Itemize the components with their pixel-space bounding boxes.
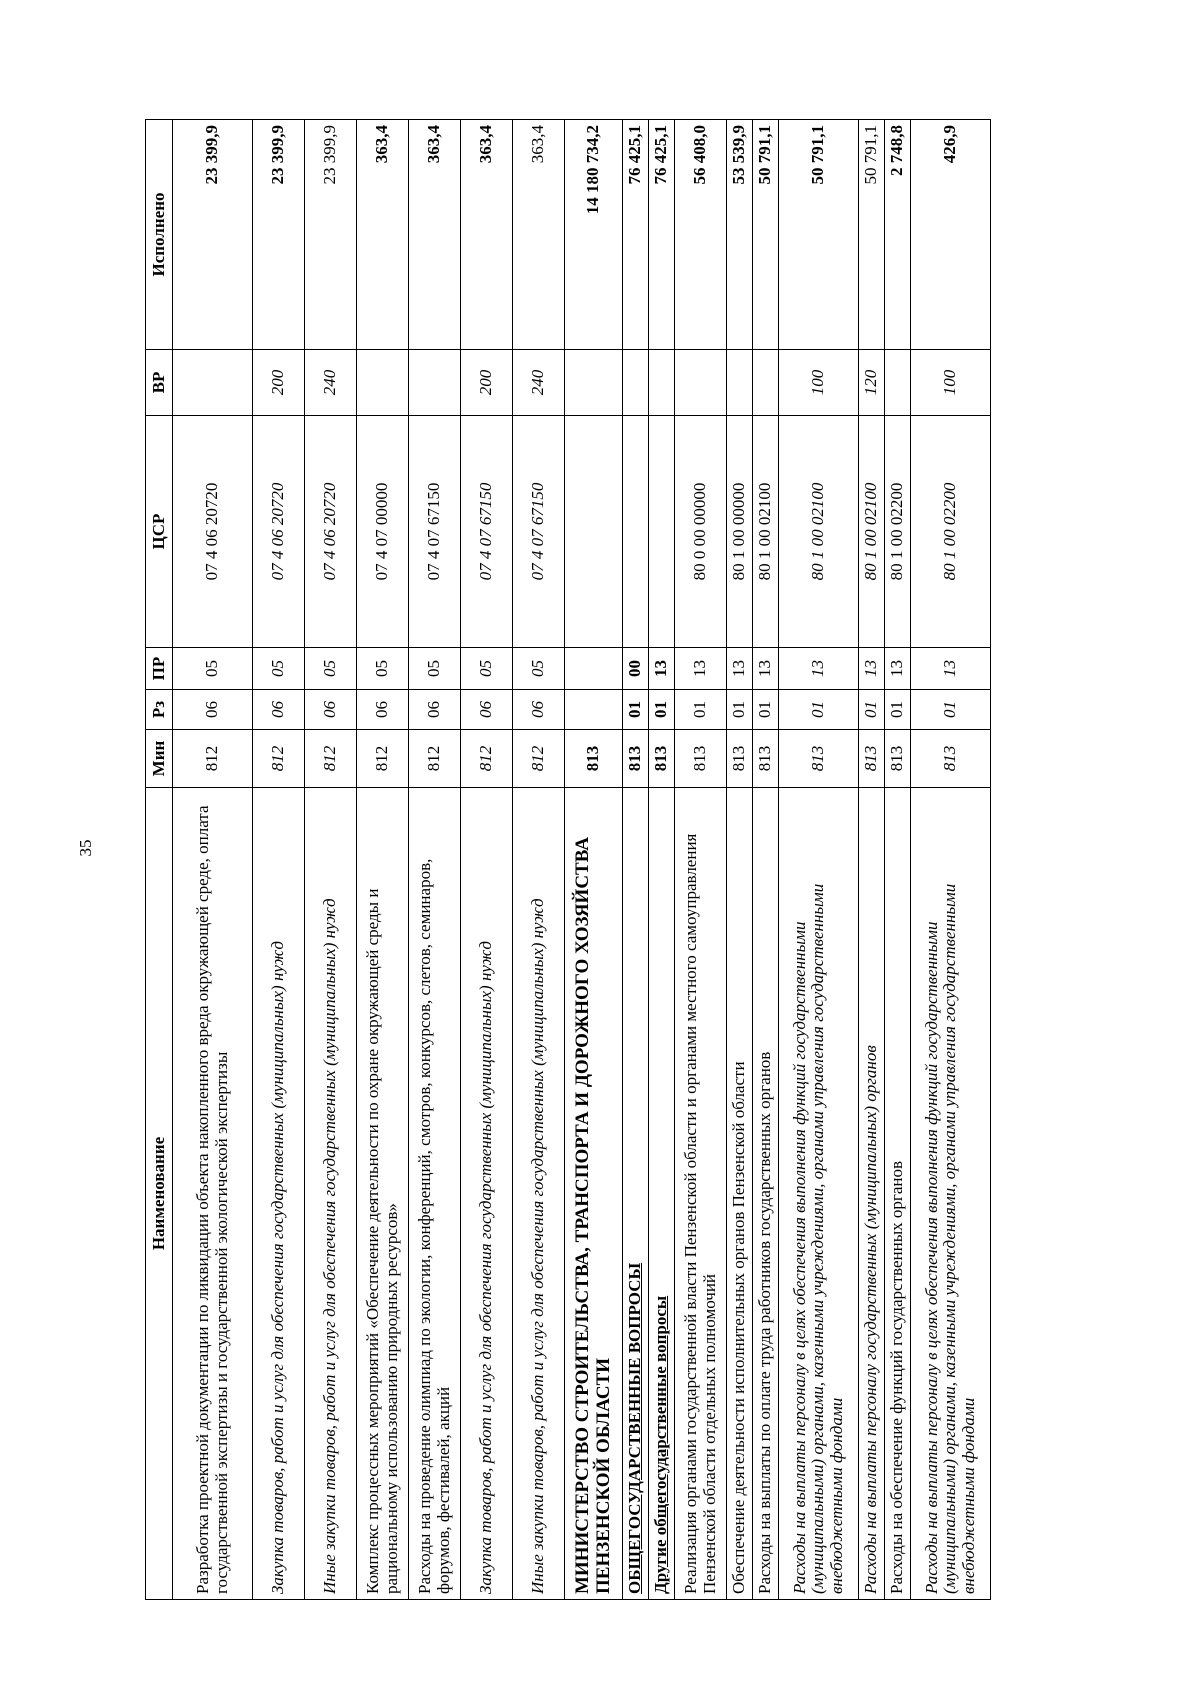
- row-pr: [565, 648, 623, 690]
- row-vr: [649, 350, 675, 416]
- row-name: Закупка товаров, работ и услуг для обеспечения государственных (муниципальных) нужд: [253, 788, 305, 1600]
- table-row: [357, 120, 409, 1600]
- row-csr: 07 4 06 20720: [305, 416, 357, 648]
- rotated-table-container: [145, 120, 1185, 1600]
- row-csr: 80 1 00 02100: [753, 416, 779, 648]
- row-min: 813: [911, 730, 991, 788]
- row-name: Обеспечение деятельности исполнительных органов Пензенской области: [727, 788, 753, 1600]
- row-pr: 13: [885, 648, 911, 690]
- row-csr: 07 4 06 20720: [253, 416, 305, 648]
- row-min: 812: [357, 730, 409, 788]
- row-done: 56 408,0: [675, 120, 727, 350]
- table-row: [253, 120, 305, 1600]
- row-pr: 13: [727, 648, 753, 690]
- row-done: 426,9: [911, 120, 991, 350]
- row-csr: [649, 416, 675, 648]
- row-pr: 05: [409, 648, 461, 690]
- row-done: 76 425,1: [649, 120, 675, 350]
- header-rz: Рз: [146, 690, 173, 730]
- row-csr: [623, 416, 649, 648]
- row-csr: 07 4 07 67150: [409, 416, 461, 648]
- row-pr: 05: [305, 648, 357, 690]
- row-name: Иные закупки товаров, работ и услуг для обеспечения государственных (муниципальных) нужд: [513, 788, 565, 1600]
- row-csr: 80 1 00 02200: [885, 416, 911, 648]
- row-done: 363,4: [513, 120, 565, 350]
- row-rz: 06: [253, 690, 305, 730]
- row-pr: 13: [649, 648, 675, 690]
- table-row: [753, 120, 779, 1600]
- row-name: Другие общегосударственные вопросы: [649, 788, 675, 1600]
- row-csr: 80 1 00 00000: [727, 416, 753, 648]
- header-csr: ЦСР: [146, 416, 173, 648]
- row-csr: 80 1 00 02100: [859, 416, 885, 648]
- row-pr: 05: [513, 648, 565, 690]
- row-name: Реализация органами государственной власти Пензенской области и органами местного самоуправления Пензенской области отдельных полномочий: [675, 788, 727, 1600]
- table-row: [649, 120, 675, 1600]
- table-row: [779, 120, 859, 1600]
- row-done: 23 399,9: [305, 120, 357, 350]
- row-csr: 07 4 07 67150: [513, 416, 565, 648]
- row-done: 50 791,1: [859, 120, 885, 350]
- table-row: [623, 120, 649, 1600]
- row-rz: 01: [885, 690, 911, 730]
- row-min: 813: [779, 730, 859, 788]
- row-rz: [565, 690, 623, 730]
- row-min: 812: [173, 730, 253, 788]
- row-done: 363,4: [357, 120, 409, 350]
- table-row: [409, 120, 461, 1600]
- header-pr: ПР: [146, 648, 173, 690]
- row-min: 812: [305, 730, 357, 788]
- row-csr: [565, 416, 623, 648]
- row-done: 50 791,1: [753, 120, 779, 350]
- row-done: 53 539,9: [727, 120, 753, 350]
- row-pr: 05: [357, 648, 409, 690]
- table-row: [305, 120, 357, 1600]
- row-min: 812: [513, 730, 565, 788]
- row-rz: 06: [357, 690, 409, 730]
- row-pr: 13: [779, 648, 859, 690]
- row-vr: 100: [911, 350, 991, 416]
- row-pr: 13: [859, 648, 885, 690]
- table-row: [727, 120, 753, 1600]
- row-vr: [357, 350, 409, 416]
- row-min: 813: [623, 730, 649, 788]
- row-name: Расходы на проведение олимпиад по экологии, конференций, смотров, конкурсов, слетов, семинаров, форумов, фестивалей, акций: [409, 788, 461, 1600]
- row-name: Разработка проектной документации по ликвидации объекта накопленного вреда окружающей среде, оплата государственной экспертизы и государственной экологической экспертизы: [173, 788, 253, 1600]
- row-name: Расходы на выплаты персоналу в целях обеспечения выполнения функций государственными (муниципальными) органами, казенными учреждениями, органами управления государственными внебюджетными фондами: [911, 788, 991, 1600]
- row-name: Расходы на выплаты персоналу в целях обеспечения выполнения функций государственными (муниципальными) органами, казенными учреждениями, органами управления государственными внебюджетными фондами: [779, 788, 859, 1600]
- row-rz: 06: [461, 690, 513, 730]
- table-row: [173, 120, 253, 1600]
- row-rz: 01: [675, 690, 727, 730]
- row-rz: 06: [409, 690, 461, 730]
- row-vr: [727, 350, 753, 416]
- row-min: 813: [885, 730, 911, 788]
- row-vr: 100: [779, 350, 859, 416]
- header-name: Наименование: [146, 788, 173, 1600]
- row-vr: [675, 350, 727, 416]
- row-csr: 07 4 06 20720: [173, 416, 253, 648]
- row-vr: [753, 350, 779, 416]
- row-name: Закупка товаров, работ и услуг для обеспечения государственных (муниципальных) нужд: [461, 788, 513, 1600]
- row-min: 812: [253, 730, 305, 788]
- row-min: 813: [649, 730, 675, 788]
- header-row: [146, 120, 173, 1600]
- table-row: [675, 120, 727, 1600]
- row-rz: 01: [753, 690, 779, 730]
- row-pr: 13: [911, 648, 991, 690]
- row-vr: [409, 350, 461, 416]
- row-name: МИНИСТЕРСТВО СТРОИТЕЛЬСТВА, ТРАНСПОРТА И ДОРОЖНОГО ХОЗЯЙСТВА ПЕНЗЕНСКОЙ ОБЛАСТИ: [565, 788, 623, 1600]
- row-csr: 80 1 00 02100: [779, 416, 859, 648]
- row-rz: 01: [727, 690, 753, 730]
- row-vr: 240: [513, 350, 565, 416]
- table-row: [911, 120, 991, 1600]
- row-rz: 06: [513, 690, 565, 730]
- row-min: 813: [727, 730, 753, 788]
- row-vr: 120: [859, 350, 885, 416]
- header-min: Мин: [146, 730, 173, 788]
- row-rz: 01: [911, 690, 991, 730]
- row-min: 812: [461, 730, 513, 788]
- row-min: 813: [859, 730, 885, 788]
- row-rz: 06: [305, 690, 357, 730]
- row-vr: 200: [461, 350, 513, 416]
- row-name: Комплекс процессных мероприятий «Обеспечение деятельности по охране окружающей среды и рациональному использованию природных ресурсов»: [357, 788, 409, 1600]
- row-name: Расходы на выплаты по оплате труда работников государственных органов: [753, 788, 779, 1600]
- row-done: 50 791,1: [779, 120, 859, 350]
- row-vr: [623, 350, 649, 416]
- row-csr: 07 4 07 00000: [357, 416, 409, 648]
- row-done: 14 180 734,2: [565, 120, 623, 350]
- row-csr: 07 4 07 67150: [461, 416, 513, 648]
- row-pr: 13: [675, 648, 727, 690]
- header-done: Исполнено: [146, 120, 173, 350]
- row-done: 23 399,9: [173, 120, 253, 350]
- table-row: [461, 120, 513, 1600]
- row-done: 76 425,1: [623, 120, 649, 350]
- budget-table: [145, 119, 991, 1600]
- table-row: [885, 120, 911, 1600]
- row-pr: 13: [753, 648, 779, 690]
- row-pr: 05: [173, 648, 253, 690]
- table-row: [565, 120, 623, 1600]
- row-pr: 05: [253, 648, 305, 690]
- row-name: Расходы на выплаты персоналу государственных (муниципальных) органов: [859, 788, 885, 1600]
- row-min: 812: [409, 730, 461, 788]
- page-number: 35: [76, 839, 95, 857]
- row-rz: 01: [859, 690, 885, 730]
- row-vr: 200: [253, 350, 305, 416]
- row-csr: 80 1 00 02200: [911, 416, 991, 648]
- table-row: [859, 120, 885, 1600]
- row-pr: 00: [623, 648, 649, 690]
- row-vr: [565, 350, 623, 416]
- row-done: 363,4: [409, 120, 461, 350]
- row-vr: [173, 350, 253, 416]
- row-rz: 01: [649, 690, 675, 730]
- row-vr: [885, 350, 911, 416]
- header-vr: ВР: [146, 350, 173, 416]
- row-name: ОБЩЕГОСУДАРСТВЕННЫЕ ВОПРОСЫ: [623, 788, 649, 1600]
- row-rz: 01: [623, 690, 649, 730]
- row-done: 2 748,8: [885, 120, 911, 350]
- row-rz: 01: [779, 690, 859, 730]
- row-vr: 240: [305, 350, 357, 416]
- row-min: 813: [675, 730, 727, 788]
- row-done: 363,4: [461, 120, 513, 350]
- row-name: Иные закупки товаров, работ и услуг для обеспечения государственных (муниципальных) нужд: [305, 788, 357, 1600]
- row-rz: 06: [173, 690, 253, 730]
- row-name: Расходы на обеспечение функций государственных органов: [885, 788, 911, 1600]
- row-min: 813: [753, 730, 779, 788]
- row-min: 813: [565, 730, 623, 788]
- row-pr: 05: [461, 648, 513, 690]
- row-done: 23 399,9: [253, 120, 305, 350]
- table-row: [513, 120, 565, 1600]
- row-csr: 80 0 00 00000: [675, 416, 727, 648]
